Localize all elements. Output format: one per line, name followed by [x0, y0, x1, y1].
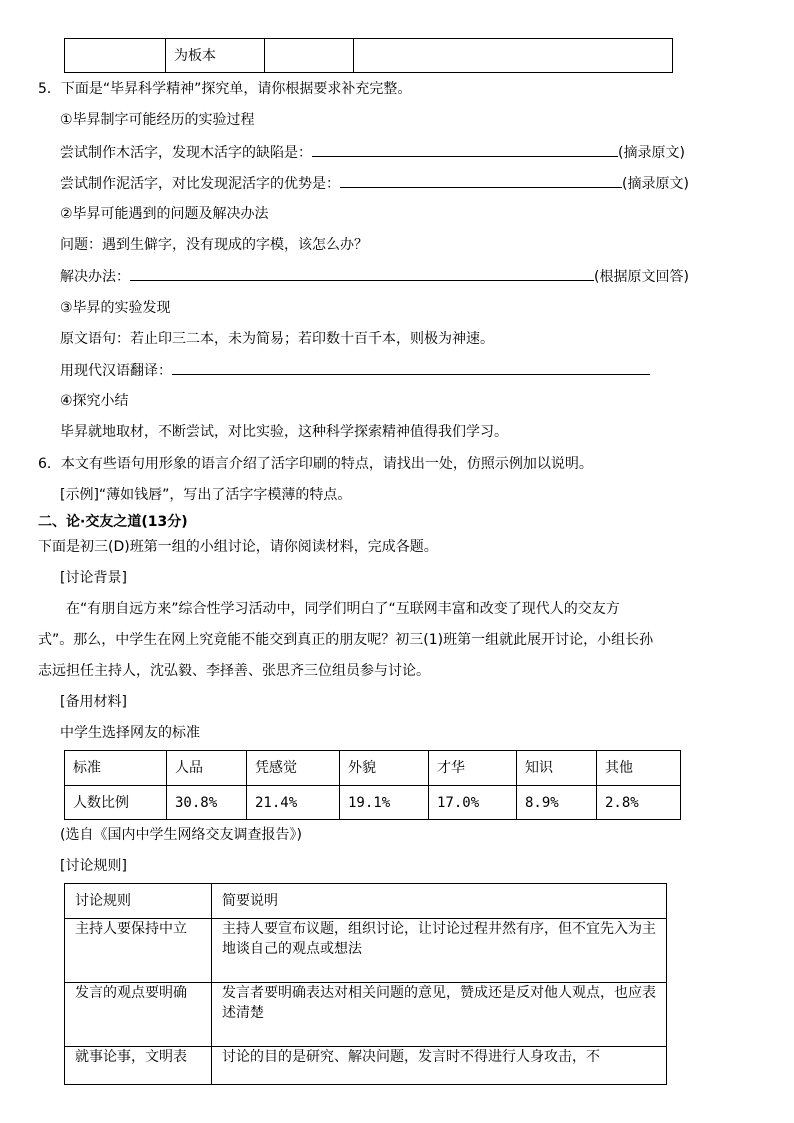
- top-table-cell: 为板本: [166, 39, 265, 73]
- rules-header-row: [65, 884, 667, 919]
- survey-cell: 2.8%: [597, 786, 681, 820]
- top-table-cell: [265, 39, 354, 73]
- survey-header-cell: 凭感觉: [247, 751, 340, 786]
- survey-header-cell: 标准: [65, 751, 167, 786]
- q5-line-2-note: (摘录原文): [622, 176, 689, 192]
- answer-blank[interactable]: [312, 142, 618, 157]
- q6-title: 6．本文有些语句用形象的语言介绍了活字印刷的特点，请找出一处，仿照示例加以说明。: [38, 456, 593, 472]
- background-paragraph: 在“有朋自远方来”综合性学习活动中，同学们明白了“互联网丰富和改变了现代人的交友方: [66, 601, 620, 617]
- q5-question: 问题：遇到生僻字，没有现成的字模，该怎么办？: [60, 237, 368, 253]
- rule-name: 发言的观点要明确: [65, 983, 212, 1047]
- survey-cell: 人数比例: [65, 786, 167, 820]
- materials-label: [备用材料]: [60, 694, 127, 710]
- rule-description: 主持人要宣布议题，组织讨论，让讨论过程井然有序，但不宜先入为主地谈自己的观点或想法: [212, 919, 667, 983]
- survey-table: [64, 750, 681, 820]
- rules-row: [65, 1047, 667, 1085]
- q5-line-2: [60, 173, 689, 194]
- top-table: [64, 38, 673, 73]
- q5-line-1: [60, 142, 685, 163]
- q5-line-1-note: (摘录原文): [618, 145, 685, 161]
- rules-header-cell: 讨论规则: [65, 884, 212, 919]
- survey-header-cell: 外貌: [340, 751, 429, 786]
- q5-original: 原文语句：若止印三二本，未为简易；若印数十百千本，则极为神速。: [60, 331, 494, 347]
- answer-blank[interactable]: [340, 173, 622, 188]
- q5-subheading-1: ①毕昇制字可能经历的实验过程: [60, 112, 255, 128]
- q5-translate: [60, 360, 650, 381]
- q5-subheading-4: ④探究小结: [60, 393, 129, 409]
- rules-table: [64, 883, 667, 1085]
- rule-description: 讨论的目的是研究、解决问题，发言时不得进行人身攻击，不: [212, 1047, 667, 1085]
- background-paragraph: 式”。那么，中学生在网上究竟能不能交到真正的朋友呢？初三(1)班第一组就此展开讨论，小组长孙: [38, 632, 654, 648]
- survey-cell: 30.8%: [167, 786, 247, 820]
- section-intro: 下面是初三(D)班第一组的小组讨论，请你阅读材料，完成各题。: [38, 539, 438, 555]
- survey-header-cell: 其他: [597, 751, 681, 786]
- rule-name: 主持人要保持中立: [65, 919, 212, 983]
- q5-subheading-2: ②毕昇可能遇到的问题及解决办法: [60, 206, 269, 222]
- q5-summary: 毕昇就地取材，不断尝试，对比实验，这种科学探索精神值得我们学习。: [60, 424, 508, 440]
- rules-header-cell: 简要说明: [212, 884, 667, 919]
- top-table-cell: [354, 39, 673, 73]
- survey-cell: 19.1%: [340, 786, 429, 820]
- q5-line-1-text: 尝试制作木活字，发现木活字的缺陷是：: [60, 145, 312, 161]
- q5-solution-text: 解决办法：: [60, 269, 130, 285]
- answer-blank[interactable]: [130, 266, 594, 281]
- q5-solution: [60, 266, 689, 287]
- survey-header-cell: 才华: [429, 751, 517, 786]
- background-paragraph: 志远担任主持人，沈弘毅、李择善、张思齐三位组员参与讨论。: [38, 663, 430, 679]
- survey-header-cell: 人品: [167, 751, 247, 786]
- q5-line-2-text: 尝试制作泥活字，对比发现泥活字的优势是：: [60, 176, 340, 192]
- rules-row: [65, 919, 667, 983]
- q6-example: [示例]“薄如钱唇”，写出了活字字模薄的特点。: [60, 487, 352, 503]
- survey-cell: 8.9%: [517, 786, 597, 820]
- q5-translate-text: 用现代汉语翻译：: [60, 363, 172, 379]
- q5-subheading-3: ③毕昇的实验发现: [60, 300, 171, 316]
- rule-description: 发言者要明确表达对相关问题的意见，赞成还是反对他人观点，也应表述清楚: [212, 983, 667, 1047]
- background-label: [讨论背景]: [60, 570, 127, 586]
- q5-solution-note: (根据原文回答): [594, 269, 689, 285]
- rules-label: [讨论规则]: [60, 858, 127, 874]
- survey-source: (选自《国内中学生网络交友调查报告》): [60, 827, 302, 843]
- rule-name: 就事论事，文明表: [65, 1047, 212, 1085]
- top-table-cell: [65, 39, 166, 73]
- section-heading: 二、论·交友之道(13分): [38, 514, 188, 530]
- survey-header-cell: 知识: [517, 751, 597, 786]
- survey-cell: 17.0%: [429, 786, 517, 820]
- survey-data-row: [65, 786, 681, 820]
- survey-title: 中学生选择网友的标准: [60, 725, 200, 741]
- survey-cell: 21.4%: [247, 786, 340, 820]
- survey-header-row: [65, 751, 681, 786]
- answer-blank[interactable]: [172, 360, 650, 375]
- rules-row: [65, 983, 667, 1047]
- q5-title: 5．下面是“毕昇科学精神”探究单，请你根据要求补充完整。: [38, 81, 412, 97]
